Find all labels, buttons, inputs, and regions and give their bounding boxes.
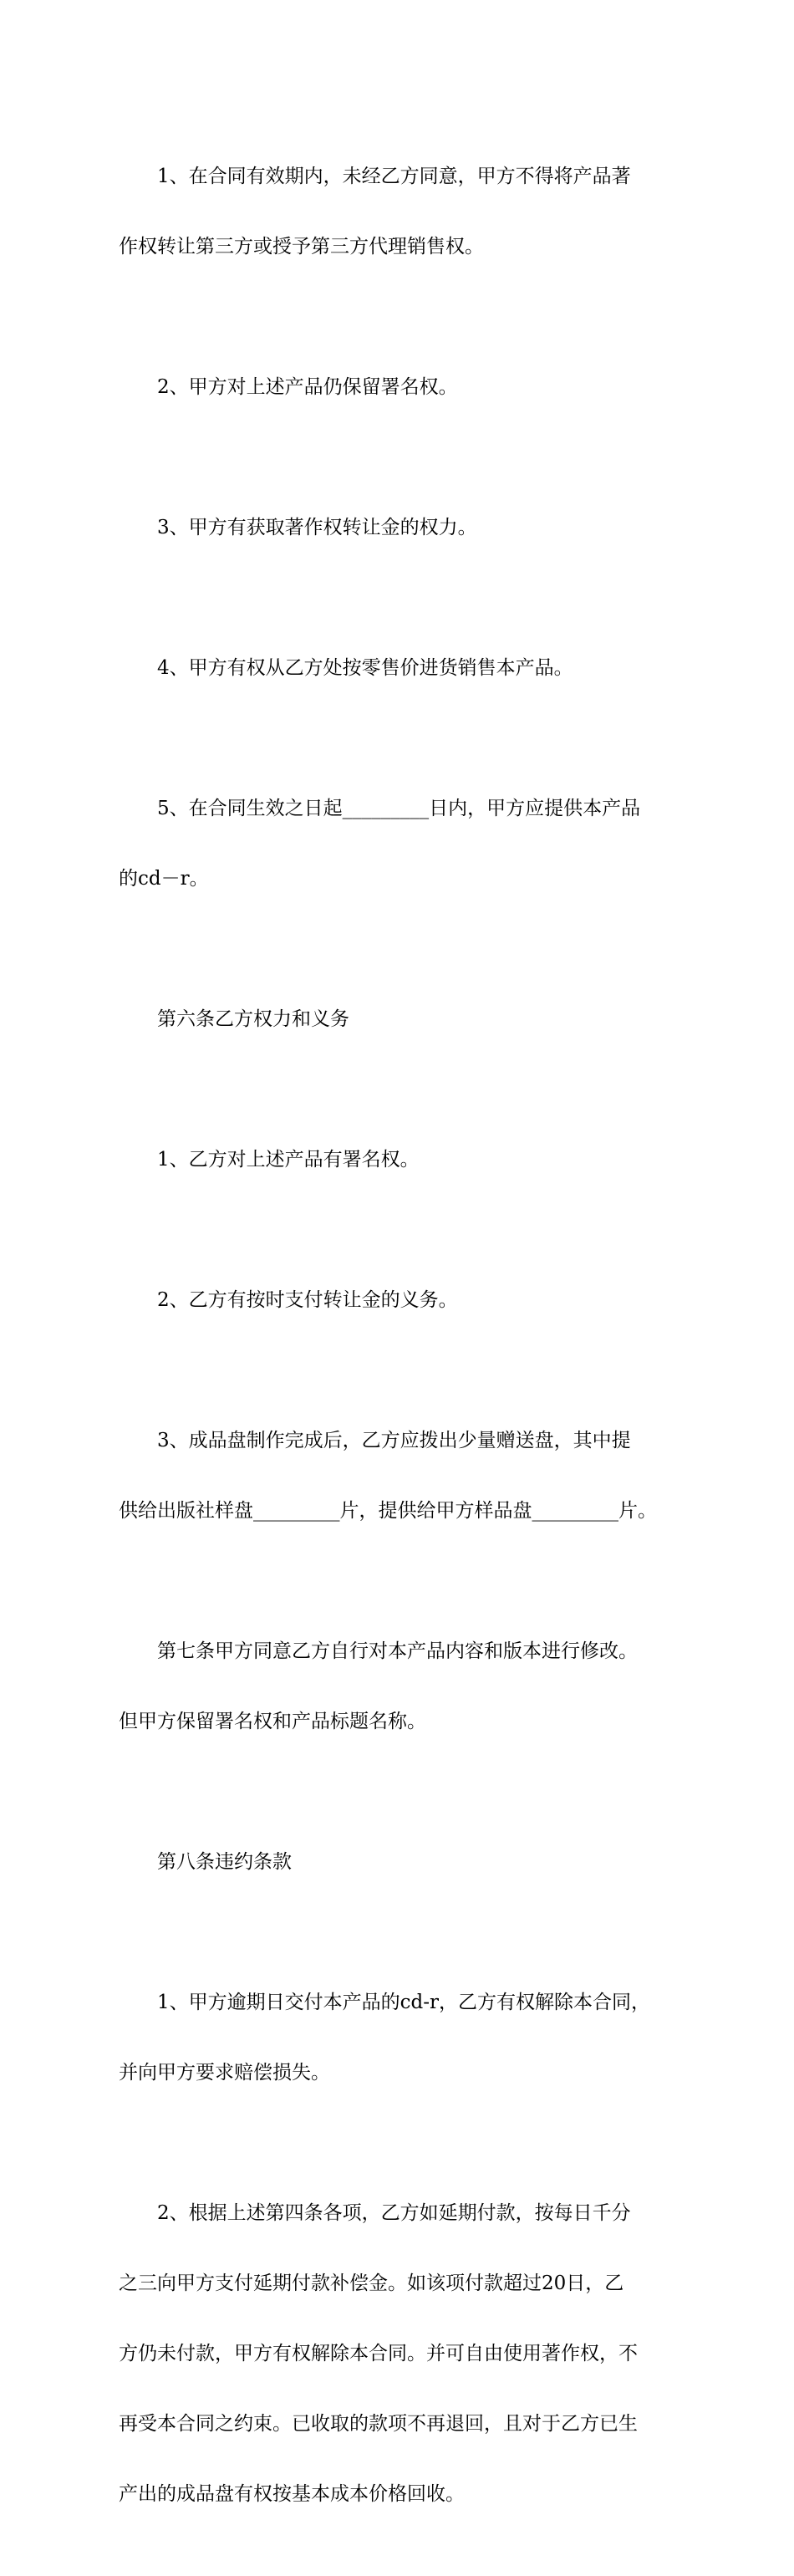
paragraph-line: 方仍未付款，甲方有权解除本合同。并可自由使用著作权，不 (119, 2343, 638, 2364)
paragraph-line: 之三向甲方支付延期付款补偿金。如该项付款超过20日，乙 (119, 2272, 624, 2294)
paragraph-clause-2 (119, 329, 695, 446)
paragraph-line: 5、在合同生效之日起_________日内，甲方应提供本产品 (157, 798, 641, 819)
paragraph-party-b-3 (119, 1382, 695, 1569)
paragraph-clause-1 (119, 118, 695, 305)
section-heading-article-8 (119, 1803, 695, 1921)
section-heading-text: 第八条违约条款 (157, 1851, 292, 1873)
paragraph-line: 再受本合同之约束。已收取的款项不再退回，且对于乙方已生 (119, 2413, 638, 2435)
paragraph-party-b-1 (119, 1101, 695, 1218)
section-heading-text: 第六条乙方权力和义务 (157, 1008, 349, 1030)
paragraph-clause-5 (119, 750, 695, 937)
paragraph-line: 2、甲方对上述产品仍保留署名权。 (157, 376, 458, 398)
paragraph-party-b-2 (119, 1242, 695, 1359)
paragraph-line: 并向甲方要求赔偿损失。 (119, 2062, 330, 2084)
paragraph-line: 但甲方保留署名权和产品标题名称。 (119, 1711, 426, 1732)
document-body (119, 118, 695, 2576)
paragraph-breach-1 (119, 1944, 695, 2131)
paragraph-line: 供给出版社样盘_________片，提供给甲方样品盘_________片。 (119, 1500, 657, 1522)
paragraph-line: 2、根据上述第四条各项，乙方如延期付款，按每日千分 (157, 2202, 631, 2224)
paragraph-clause-3 (119, 469, 695, 586)
paragraph-line: 4、甲方有权从乙方处按零售价进货销售本产品。 (157, 657, 573, 679)
paragraph-line: 3、成品盘制作完成后，乙方应拨出少量赠送盘，其中提 (157, 1430, 631, 1451)
paragraph-line: 1、在合同有效期内，未经乙方同意，甲方不得将产品著 (157, 166, 631, 187)
paragraph-breach-2 (119, 2155, 695, 2553)
paragraph-line: 1、甲方逾期日交付本产品的cd-r，乙方有权解除本合同， (157, 1992, 651, 2013)
paragraph-line: 产出的成品盘有权按基本成本价格回收。 (119, 2483, 465, 2505)
paragraph-line: 第七条甲方同意乙方自行对本产品内容和版本进行修改。 (157, 1640, 638, 1662)
paragraph-line: 作权转让第三方或授予第三方代理销售权。 (119, 236, 484, 258)
section-article-7 (119, 1593, 695, 1780)
paragraph-line: 的cd－r。 (119, 868, 209, 890)
paragraph-line: 1、乙方对上述产品有署名权。 (157, 1149, 420, 1171)
paragraph-line: 2、乙方有按时支付转让金的义务。 (157, 1289, 458, 1311)
section-heading-article-6 (119, 961, 695, 1078)
paragraph-line: 3、甲方有获取著作权转让金的权力。 (157, 517, 477, 538)
paragraph-clause-4 (119, 610, 695, 727)
